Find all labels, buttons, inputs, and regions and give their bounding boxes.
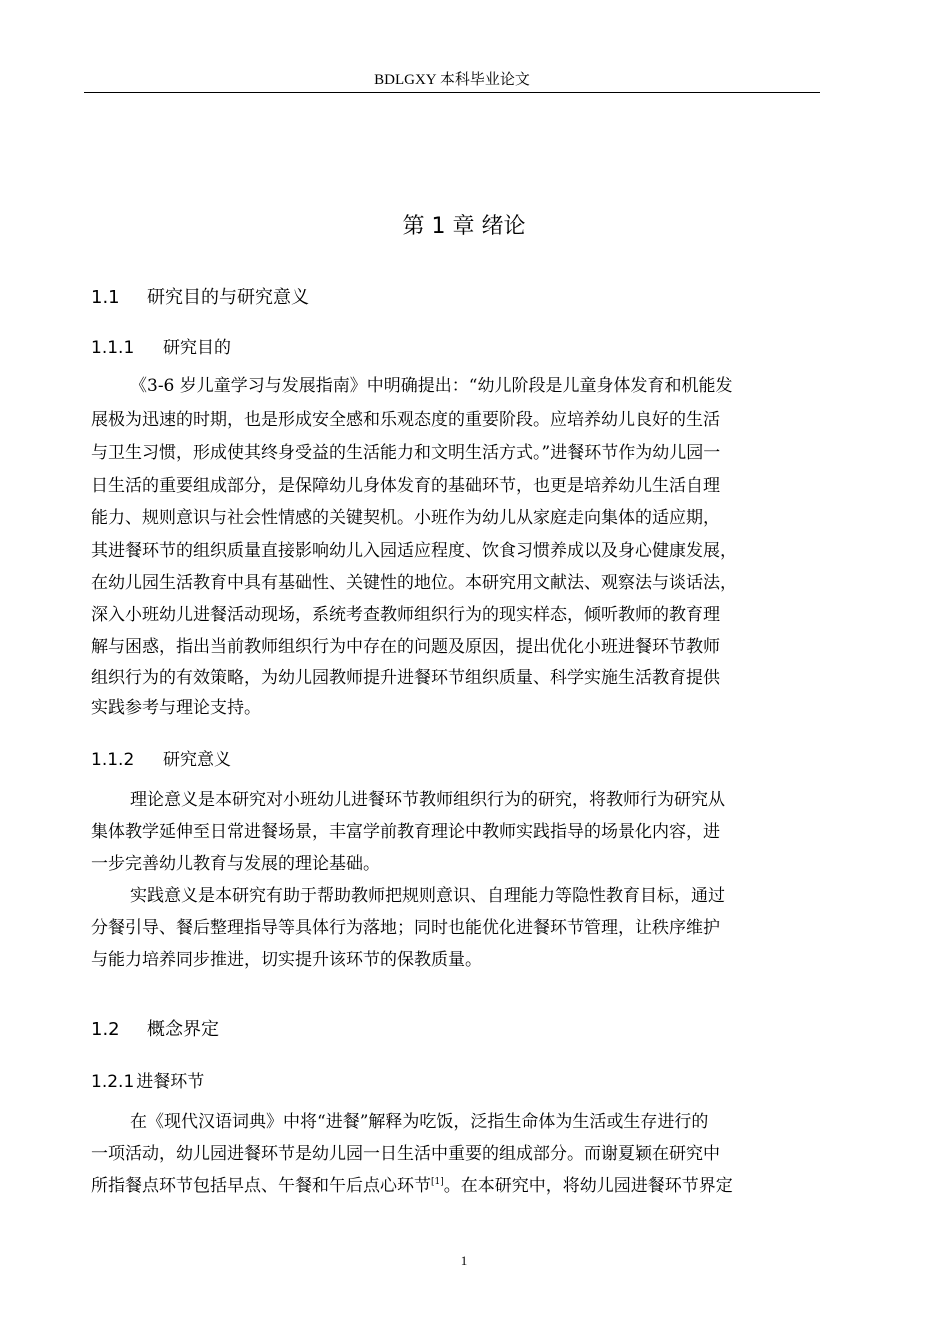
section-heading-1-2 [91, 1016, 219, 1044]
text-line: 实践参考与理论支持。 [91, 698, 261, 718]
text-line: 展极为迅速的时期，也是形成安全感和乐观态度的重要阶段。应培养幼儿良好的生活 [91, 410, 720, 430]
text-line: 日生活的重要组成部分，是保障幼儿身体发育的基础环节，也更是培养幼儿生活自理 [91, 476, 720, 496]
header-rule [84, 92, 820, 93]
text-line: 实践意义是本研究有助于帮助教师把规则意识、自理能力等隐性教育目标，通过 [130, 886, 725, 906]
section-title: 研究目的与研究意义 [147, 287, 309, 308]
text-line: 与能力培养同步推进，切实提升该环节的保教质量。 [91, 950, 482, 970]
text-segment: 所指餐点环节包括早点、午餐和午后点心环节 [91, 1176, 431, 1196]
text-line: 解与困惑，指出当前教师组织行为中存在的问题及原因，提出优化小班进餐环节教师 [91, 637, 720, 657]
text-segment: 。在本研究中，将幼儿园进餐环节界定 [443, 1176, 733, 1196]
subsection-number: 1.1.1 [91, 338, 135, 358]
subsection-heading-1-2-1 [91, 1069, 204, 1095]
text-line: 组织行为的有效策略，为幼儿园教师提升进餐环节组织质量、科学实施生活教育提供 [91, 668, 720, 688]
chapter-title: 第 1 章 绪论 [402, 214, 526, 239]
subsection-title: 进餐环节 [136, 1072, 205, 1092]
text-line: 能力、规则意识与社会性情感的关键契机。小班作为幼儿从家庭走向集体的适应期， [91, 508, 720, 528]
subsection-heading-1-1-2 [91, 747, 231, 773]
text-line: 一步完善幼儿教育与发展的理论基础。 [91, 854, 380, 874]
text-line: 在幼儿园生活教育中具有基础性、关键性的地位。本研究用文献法、观察法与谈话法， [91, 573, 737, 593]
text-line: 一项活动，幼儿园进餐环节是幼儿园一日生活中重要的组成部分。而谢夏颖在研究中 [91, 1144, 720, 1164]
section-number: 1.1 [91, 287, 120, 308]
subsection-title: 研究目的 [163, 338, 231, 358]
section-heading-1-1 [91, 284, 309, 312]
text-line: 在《现代汉语词典》中将“进餐”解释为吃饭，泛指生命体为生活或生存进行的 [130, 1112, 709, 1132]
subsection-number: 1.1.2 [91, 750, 135, 770]
text-line: 《3-6 岁儿童学习与发展指南》中明确提出：“幼儿阶段是儿童身体发育和机能发 [130, 376, 733, 396]
citation-marker[interactable]: [1] [431, 1177, 444, 1187]
text-line: 其进餐环节的组织质量直接影响幼儿入园适应程度、饮食习惯养成以及身心健康发展， [91, 541, 737, 561]
running-header: BDLGXY 本科毕业论文 [374, 72, 530, 88]
page-number: 1 [460, 1253, 468, 1268]
text-line: 与卫生习惯，形成使其终身受益的生活能力和文明生活方式。”进餐环节作为幼儿园一 [91, 443, 721, 463]
subsection-title: 研究意义 [163, 750, 231, 770]
text-line: 集体教学延伸至日常进餐场景，丰富学前教育理论中教师实践指导的场景化内容，进 [91, 822, 720, 842]
subsection-number: 1.2.1 [91, 1072, 135, 1092]
text-line: 深入小班幼儿进餐活动现场，系统考查教师组织行为的现实样态，倾听教师的教育理 [91, 605, 720, 625]
section-title: 概念界定 [147, 1019, 219, 1040]
text-line [91, 1171, 733, 1202]
text-line: 分餐引导、餐后整理指导等具体行为落地；同时也能优化进餐环节管理，让秩序维护 [91, 918, 720, 938]
subsection-heading-1-1-1 [91, 335, 231, 361]
text-line: 理论意义是本研究对小班幼儿进餐环节教师组织行为的研究，将教师行为研究从 [130, 790, 725, 810]
section-number: 1.2 [91, 1019, 120, 1040]
